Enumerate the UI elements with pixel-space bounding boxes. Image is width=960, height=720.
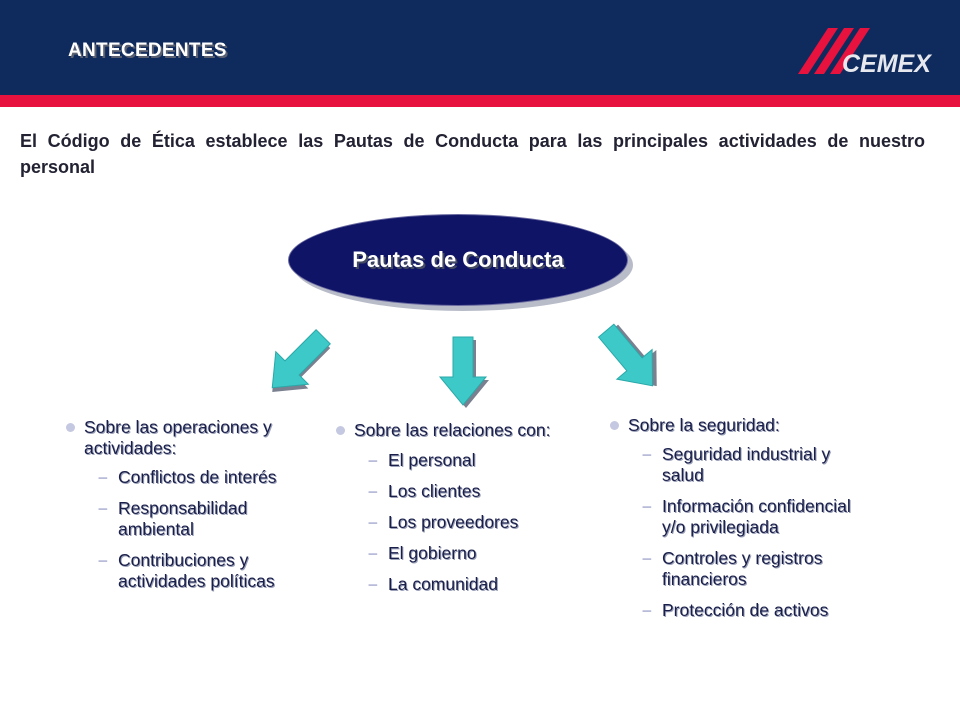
arrow-down-icon bbox=[418, 333, 508, 423]
column-heading: Sobre la seguridad: bbox=[606, 415, 876, 436]
list-item: – Controles y registros financieros bbox=[642, 548, 823, 589]
list-item: – Conflictos de interés bbox=[98, 467, 277, 487]
sub-list bbox=[606, 444, 876, 621]
column-heading: Sobre las relaciones con: bbox=[332, 420, 602, 441]
list-item: – El personal bbox=[368, 450, 476, 470]
arrow-down-left-icon bbox=[252, 318, 342, 408]
column-heading: Sobre las operaciones y actividades: bbox=[62, 417, 322, 459]
list-item: – La comunidad bbox=[368, 574, 498, 594]
intro-text: El Código de Ética establece las Pautas de Conducta para las principales actividades de nuestro personal bbox=[20, 131, 925, 177]
list-item: – Protección de activos bbox=[642, 600, 829, 620]
sub-list bbox=[332, 450, 602, 595]
header-stripe bbox=[0, 95, 960, 107]
logo-wordmark: CEMEX bbox=[842, 50, 931, 78]
list-item: – Información confidencial y/o privilegiada bbox=[642, 496, 851, 537]
list-item: – Seguridad industrial y salud bbox=[642, 444, 831, 485]
list-item: – Los clientes bbox=[368, 481, 481, 501]
sub-list bbox=[62, 467, 322, 592]
list-item: – Contribuciones y actividades políticas bbox=[98, 550, 275, 591]
column-relaciones bbox=[332, 420, 602, 605]
list-item: – Los proveedores bbox=[368, 512, 519, 532]
center-node-label: Pautas de Conducta bbox=[352, 247, 564, 272]
page-title: ANTECEDENTES bbox=[68, 40, 227, 61]
list-item: – Responsabilidad ambiental bbox=[98, 498, 248, 539]
list-item: – El gobierno bbox=[368, 543, 477, 563]
column-operaciones bbox=[62, 417, 322, 602]
arrow-down-right-icon bbox=[585, 314, 675, 404]
center-node bbox=[288, 214, 638, 314]
cemex-logo bbox=[788, 22, 944, 82]
column-seguridad bbox=[606, 415, 876, 631]
